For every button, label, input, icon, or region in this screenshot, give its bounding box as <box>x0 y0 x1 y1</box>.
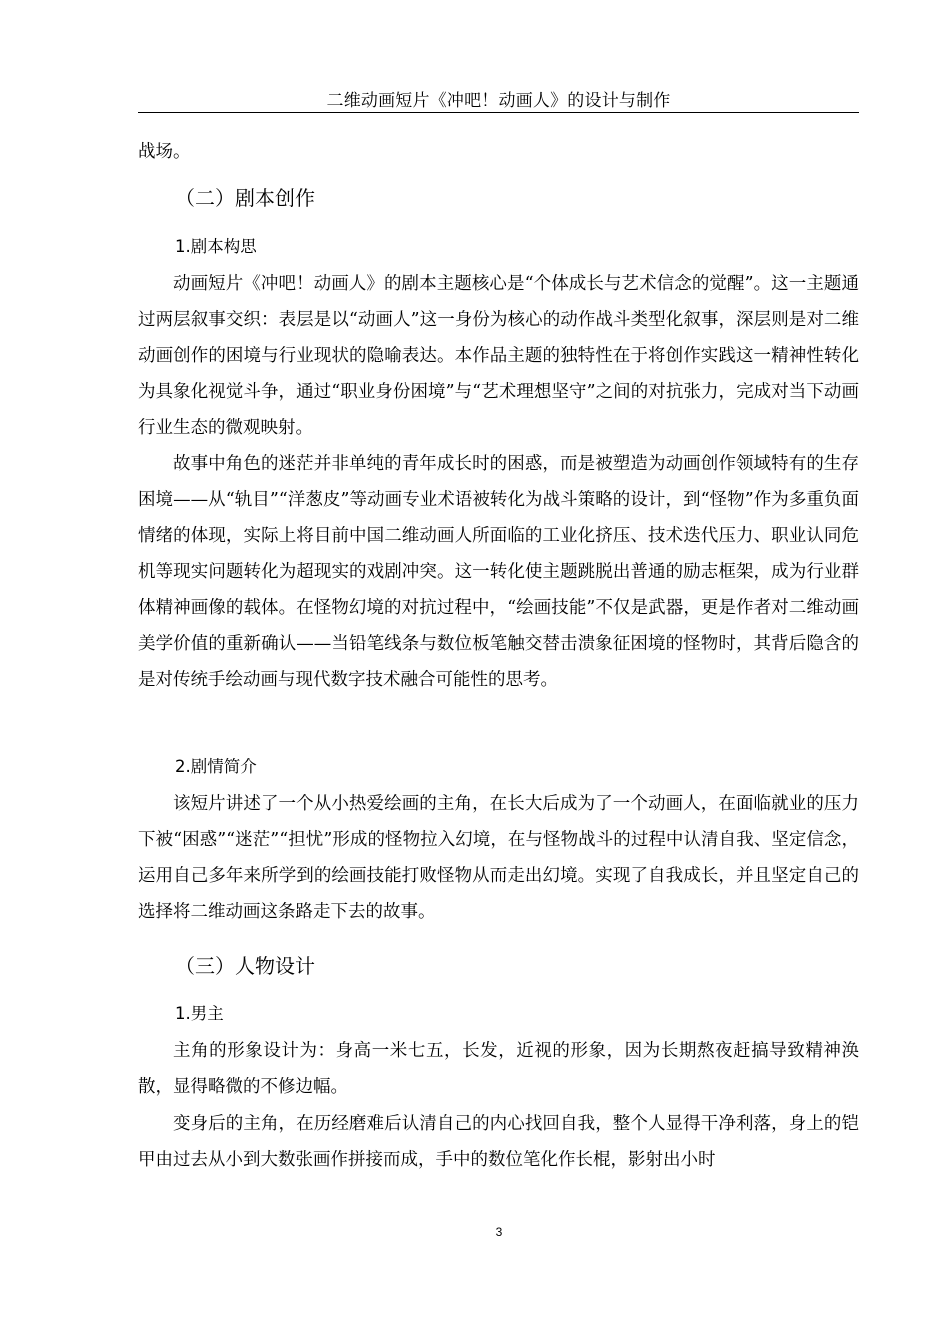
male-lead-body <box>138 1033 859 1105</box>
paragraph-plot-summary: 该短片讲述了一个从小热爱绘画的主角，在长大后成为了一个动画人，在面临就业的压力下被“困惑”“迷茫”“担忧”形成的怪物拉入幻境，在与怪物战斗的过程中认清自我、坚定信念，运用自己多年来所学到的绘画技能打败怪物从而走出幻境。实现了自我成长，并且坚定自己的选择将二维动画这条路走下去的故事。 <box>138 794 859 922</box>
continuation-text <box>138 134 859 170</box>
running-header: 二维动画短片《冲吧！动画人》的设计与制作 <box>326 91 671 111</box>
section-heading-character-design: （三）人物设计 <box>175 954 315 978</box>
subheading-plot-summary: 2.剧情简介 <box>175 757 257 776</box>
subheading-script-concept: 1.剧本构思 <box>175 237 257 256</box>
paragraph-script-conflict: 故事中角色的迷茫并非单纯的青年成长时的困惑，而是被塑造为动画创作领域特有的生存困境——从“轨目”“洋葱皮”等动画专业术语被转化为战斗策略的设计，到“怪物”作为多重负面情绪的体现，实际上将目前中国二维动画人所面临的工业化挤压、技术迭代压力、职业认同危机等现实问题转化为超现实的戏剧冲突。这一转化使主题跳脱出普通的励志框架，成为行业群体精神画像的载体。在怪物幻境的对抗过程中，“绘画技能”不仅是武器，更是作者对二维动画美学价值的重新确认——当铅笔线条与数位板笔触交替击溃象征困境的怪物时，其背后隐含的是对传统手绘动画与现代数字技术融合可能性的思考。 <box>138 454 859 690</box>
continuation-paragraph: 战场。 <box>138 142 191 162</box>
plot-summary-body <box>138 786 859 930</box>
paragraph-male-lead-transformed: 变身后的主角，在历经磨难后认清自己的内心找回自我，整个人显得干净利落，身上的铠甲由过去从小到大数张画作拼接而成，手中的数位笔化作长棍，影射出小时 <box>138 1114 859 1170</box>
header-rule <box>138 112 859 113</box>
subheading-male-lead: 1.男主 <box>175 1004 224 1023</box>
paragraph-script-theme: 动画短片《冲吧！动画人》的剧本主题核心是“个体成长与艺术信念的觉醒”。这一主题通过两层叙事交织：表层是以“动画人”这一身份为核心的动作战斗类型化叙事，深层则是对二维动画创作的困境与行业现状的隐喻表达。本作品主题的独特性在于将创作实践这一精神性转化为具象化视觉斗争，通过“职业身份困境”与“艺术理想坚守”之间的对抗张力，完成对当下动画行业生态的微观映射。 <box>138 274 859 438</box>
section-heading-script: （二）剧本创作 <box>175 186 315 210</box>
page-number: 3 <box>495 1225 503 1239</box>
male-lead-transformed-body <box>138 1106 859 1178</box>
paragraph-male-lead-appearance: 主角的形象设计为：身高一米七五，长发，近视的形象，因为长期熬夜赶搞导致精神涣散，显得略微的不修边幅。 <box>138 1041 859 1097</box>
script-concept-body <box>138 266 859 698</box>
